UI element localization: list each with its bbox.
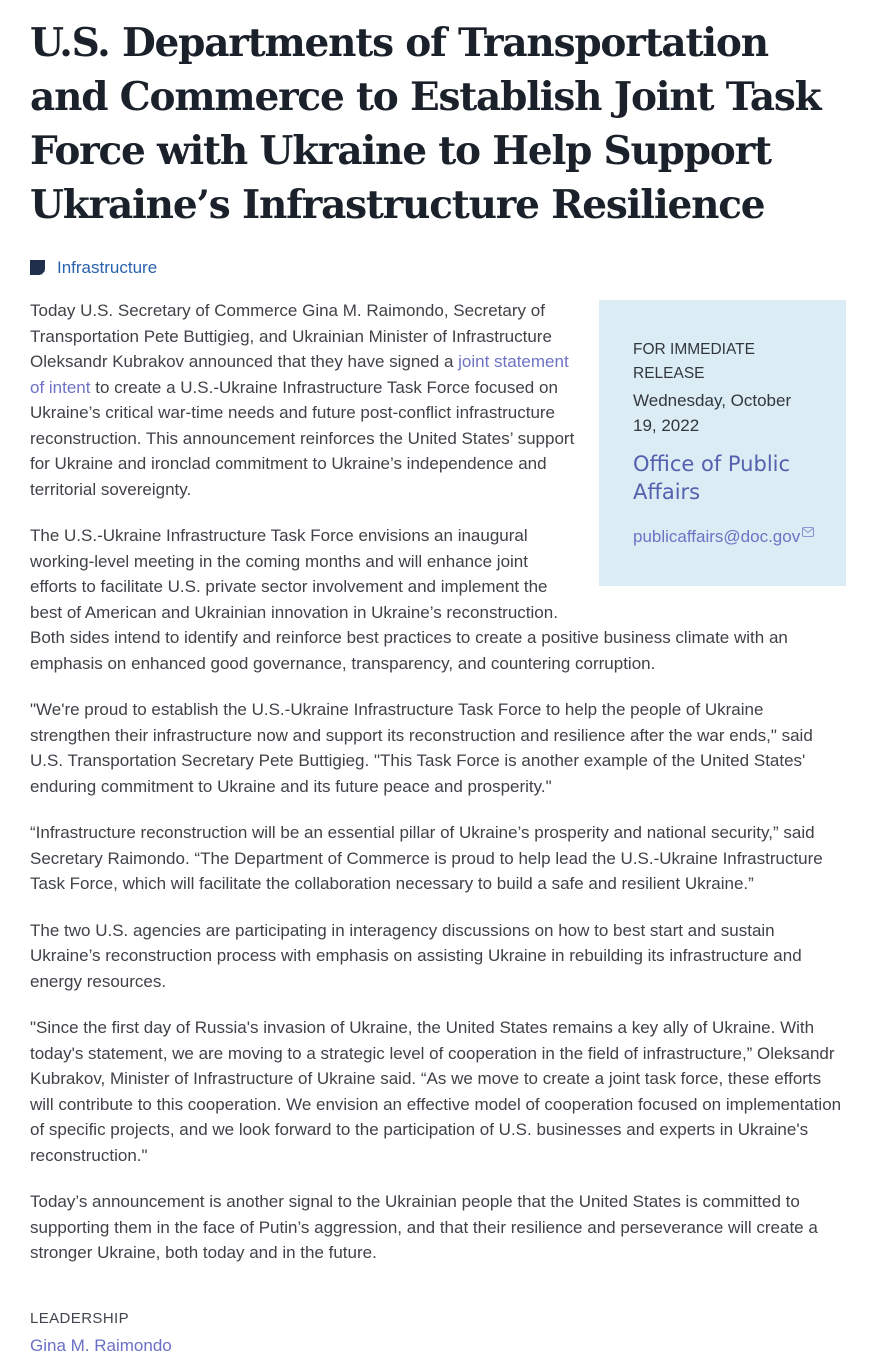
mail-icon <box>802 520 814 544</box>
category-tag <box>30 258 846 278</box>
page-title: U.S. Departments of Transportation and Commerce to Establish Joint Task Force with Ukraine to Help Support Ukraine’s Infrastructure Resilience <box>30 20 821 228</box>
tag-icon <box>30 260 45 276</box>
release-label: FOR IMMEDIATE RELEASE <box>633 341 755 382</box>
release-info-box <box>599 300 846 586</box>
leadership-label: LEADERSHIP <box>30 1309 130 1327</box>
leader-link-gina-raimondo[interactable]: Gina M. Raimondo <box>30 1335 172 1355</box>
paragraph: "We're proud to establish the U.S.-Ukraine Infrastructure Task Force to help the people of Ukraine strengthen their infrastructure now and support its reconstruction and resilience after the war ends," said U.S. Transportation Secretary Pete Buttigieg. "This Task Force is another example of the United States' enduring commitment to Ukraine and its future peace and prosperity." <box>30 700 813 796</box>
public-affairs-email-link[interactable] <box>633 527 814 546</box>
paragraph: “Infrastructure reconstruction will be an essential pillar of Ukraine’s prosperity and national security,” said Secretary Raimondo. “The Department of Commerce is proud to help lead the U.S.-Ukraine Infrastructure Task Force, which will facilitate the collaboration necessary to build a safe and resilient Ukraine.” <box>30 823 823 893</box>
release-date: Wednesday, October 19, 2022 <box>633 391 792 435</box>
office-of-public-affairs-link[interactable]: Office of Public Affairs <box>633 452 791 504</box>
intro-text-after-link: to create a U.S.-Ukraine Infrastructure Task Force focused on Ukraine’s critical war-time needs and future post-conflict infrastructure reconstruction. This announcement reinforces the United States’ support for Ukraine and ironclad commitment to Ukraine’s independence and territorial sovereignty. <box>30 377 575 499</box>
intro-text-before-link: Today U.S. Secretary of Commerce Gina M. Raimondo, Secretary of Transportation Pete Buttigieg, and Ukrainian Minister of Infrastructure Oleksandr Kubrakov announced that they have signed a <box>30 301 552 371</box>
leadership-section <box>30 1310 846 1356</box>
joint-statement-link[interactable]: joint statement of intent <box>30 352 569 397</box>
paragraph: The U.S.-Ukraine Infrastructure Task Force envisions an inaugural working-level meeting in the coming months and will enhance joint efforts to facilitate U.S. private sector involvement and implement the best of American and Ukrainian innovation in Ukraine’s reconstruction. Both sides intend to identify and reinforce best practices to create a positive business climate with an emphasis on enhanced good governance, transparency, and countering corruption. <box>30 526 788 673</box>
paragraph: "Since the first day of Russia's invasion of Ukraine, the United States remains a key ally of Ukraine. With today's statement, we are moving to a strategic level of cooperation in the field of infrastructure,” Oleksandr Kubrakov, Minister of Infrastructure of Ukraine said. “As we move to create a joint task force, these efforts will contribute to this cooperation. We envision an effective model of cooperation focused on implementation of specific projects, and we look forward to the participation of U.S. businesses and experts in Ukraine's reconstruction." <box>30 1018 842 1165</box>
article-body <box>30 298 846 1266</box>
paragraph: The two U.S. agencies are participating in interagency discussions on how to best start and sustain Ukraine’s reconstruction process with emphasis on assisting Ukraine in rebuilding its infrastructure and energy resources. <box>30 920 802 991</box>
tag-link-infrastructure[interactable]: Infrastructure <box>57 258 158 277</box>
email-address: publicaffairs@doc.gov <box>633 527 801 546</box>
paragraph: Today’s announcement is another signal to the Ukrainian people that the United States is committed to supporting them in the face of Putin’s aggression, and that their resilience and perseverance will create a stronger Ukraine, both today and in the future. <box>30 1192 818 1262</box>
